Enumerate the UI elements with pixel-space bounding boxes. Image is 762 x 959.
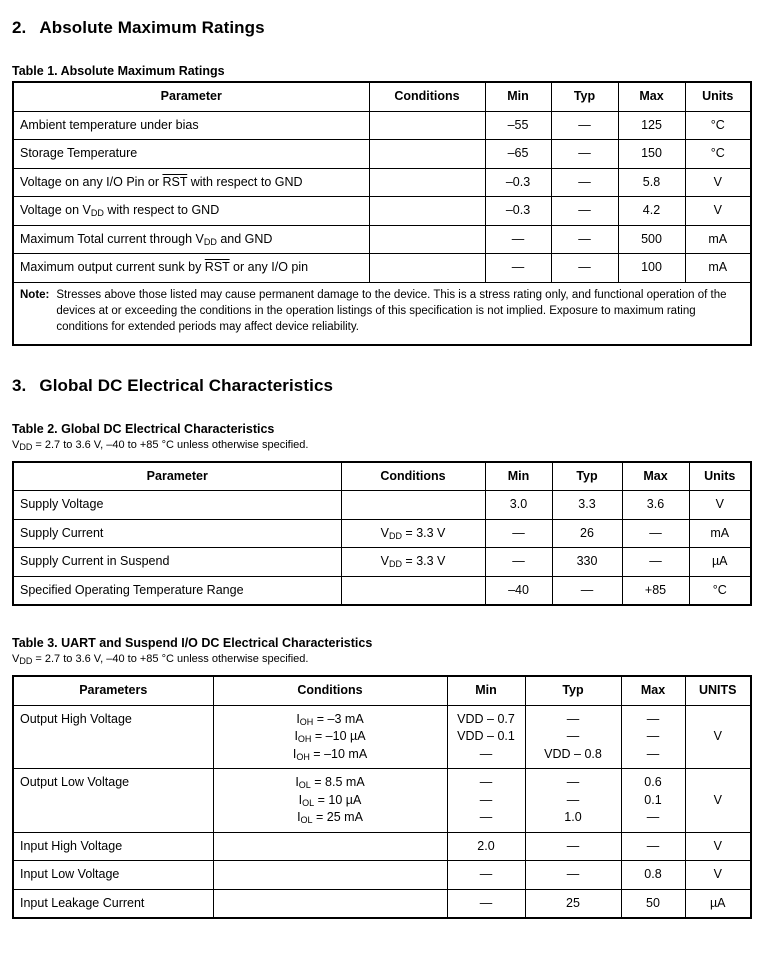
value-cell: $V_{DD} = 3.3$ V <box>341 519 485 548</box>
value-cell: mA <box>689 519 751 548</box>
table-row <box>13 832 751 861</box>
parameter-cell: Specified Operating Temperature Range <box>13 576 341 605</box>
value-cell: 5.8 <box>618 168 685 197</box>
value-cell: — <box>552 576 622 605</box>
value-cell: $I_{OH} = -3$ mA $I_{OH} = -10$ µA $I_{OH} = -10$ mA <box>213 705 447 769</box>
section-title: Absolute Maximum Ratings <box>39 18 265 37</box>
table-absolute-maximum-ratings <box>12 81 752 346</box>
parameter-cell: Supply Current <box>13 519 341 548</box>
value-cell: — <box>485 225 551 254</box>
table2-body <box>13 491 751 606</box>
value-cell: — <box>447 861 525 890</box>
note-row <box>13 282 751 345</box>
header-row <box>13 462 751 491</box>
value-cell: 0.8 <box>621 861 685 890</box>
value-cell: –65 <box>485 140 551 169</box>
column-header: Typ <box>551 82 618 111</box>
column-header: Units <box>685 82 751 111</box>
parameter-cell: Storage Temperature <box>13 140 369 169</box>
value-cell: — <box>622 548 689 577</box>
value-cell: –0.3 <box>485 197 551 226</box>
table-row <box>13 225 751 254</box>
table-row <box>13 861 751 890</box>
column-header: Min <box>485 82 551 111</box>
value-cell: 25 <box>525 889 621 918</box>
value-cell: — <box>525 861 621 890</box>
note-label: Note: <box>20 288 50 301</box>
value-cell: — <box>447 889 525 918</box>
value-cell: mA <box>685 225 751 254</box>
value-cell: — <box>485 254 551 283</box>
column-header: Parameters <box>13 676 213 705</box>
value-cell: °C <box>685 140 751 169</box>
parameter-cell: Voltage on any I/O Pin or $\overline{RST}$ with respect to GND <box>13 168 369 197</box>
value-cell: 4.2 <box>618 197 685 226</box>
value-cell: — <box>551 168 618 197</box>
section-number: 2. <box>12 18 27 37</box>
value-cell: — <box>551 140 618 169</box>
header-row <box>13 82 751 111</box>
table3-caption: Table 3. UART and Suspend I/O DC Electrical Characteristics <box>12 636 373 651</box>
table-row <box>13 254 751 283</box>
column-header: Parameter <box>13 462 341 491</box>
table-row <box>13 548 751 577</box>
parameter-cell: Input Leakage Current <box>13 889 213 918</box>
value-cell: — <box>551 111 618 140</box>
value-cell: V <box>685 168 751 197</box>
value-cell: –55 <box>485 111 551 140</box>
parameter-cell: Maximum Total current through $V_{DD}$ and GND <box>13 225 369 254</box>
parameter-cell: Voltage on $V_{DD}$ with respect to GND <box>13 197 369 226</box>
value-cell: °C <box>685 111 751 140</box>
column-header: Typ <box>552 462 622 491</box>
table1-caption: Table 1. Absolute Maximum Ratings <box>12 64 225 78</box>
section-number: 3. <box>12 375 27 395</box>
value-cell: –0.3 <box>485 168 551 197</box>
value-cell <box>369 254 485 283</box>
table2-head <box>13 462 751 491</box>
table3-head <box>13 676 751 705</box>
value-cell <box>213 861 447 890</box>
value-cell: — — VDD – 0.8 <box>525 705 621 769</box>
value-cell: — — — <box>621 705 685 769</box>
table-row <box>13 576 751 605</box>
parameter-cell: Supply Voltage <box>13 491 341 520</box>
table-row <box>13 111 751 140</box>
parameter-cell: Input Low Voltage <box>13 861 213 890</box>
value-cell: — <box>525 832 621 861</box>
column-header: Max <box>622 462 689 491</box>
table-row <box>13 168 751 197</box>
column-header: Max <box>618 82 685 111</box>
value-cell: 3.0 <box>485 491 552 520</box>
value-cell <box>369 225 485 254</box>
table-row <box>13 197 751 226</box>
value-cell <box>369 168 485 197</box>
value-cell: V <box>685 769 751 833</box>
value-cell <box>213 889 447 918</box>
column-header: Max <box>621 676 685 705</box>
table-row <box>13 140 751 169</box>
table-row <box>13 769 751 833</box>
table-row <box>13 889 751 918</box>
value-cell: — — 1.0 <box>525 769 621 833</box>
table-row <box>13 491 751 520</box>
table-row <box>13 519 751 548</box>
value-cell <box>369 140 485 169</box>
value-cell: 3.6 <box>622 491 689 520</box>
value-cell: 100 <box>618 254 685 283</box>
value-cell: $V_{DD} = 3.3$ V <box>341 548 485 577</box>
column-header: Units <box>689 462 751 491</box>
column-header: Conditions <box>213 676 447 705</box>
value-cell: –40 <box>485 576 552 605</box>
value-cell: 26 <box>552 519 622 548</box>
note-cell <box>13 282 751 345</box>
value-cell <box>369 197 485 226</box>
value-cell: V <box>689 491 751 520</box>
parameter-cell: Output Low Voltage <box>13 769 213 833</box>
parameter-cell: Output High Voltage <box>13 705 213 769</box>
value-cell: — <box>551 254 618 283</box>
value-cell: °C <box>689 576 751 605</box>
value-cell: V <box>685 197 751 226</box>
value-cell: — <box>485 548 552 577</box>
header-row <box>13 676 751 705</box>
parameter-cell: Maximum output current sunk by $\overline{RST}$ or any I/O pin <box>13 254 369 283</box>
column-header: Min <box>485 462 552 491</box>
value-cell: — <box>551 225 618 254</box>
value-cell: 2.0 <box>447 832 525 861</box>
column-header: Conditions <box>369 82 485 111</box>
table1-body <box>13 111 751 345</box>
value-cell <box>341 576 485 605</box>
column-header: Min <box>447 676 525 705</box>
note-text: Stresses above those listed may cause permanent damage to the device. This is a stress rating only, and functional operation of the devices at or exceeding the conditions in the operation listings of this specification is not implied. Exposure to maximum rating conditions for extended periods may affect device reliability. <box>56 288 727 333</box>
value-cell: — <box>621 832 685 861</box>
value-cell: 150 <box>618 140 685 169</box>
column-header: UNITS <box>685 676 751 705</box>
value-cell: — <box>551 197 618 226</box>
value-cell: 125 <box>618 111 685 140</box>
value-cell: µA <box>689 548 751 577</box>
value-cell: $I_{OL} = 8.5$ mA $I_{OL} = 10$ µA $I_{OL} = 25$ mA <box>213 769 447 833</box>
value-cell: VDD – 0.7 VDD – 0.1 — <box>447 705 525 769</box>
value-cell: 500 <box>618 225 685 254</box>
column-header: Conditions <box>341 462 485 491</box>
table2-conditions-note: $V_{DD} = 2.7$ to 3.6 V, –40 to +85 °C unless otherwise specified. <box>12 438 309 452</box>
value-cell: V <box>685 705 751 769</box>
value-cell: — <box>485 519 552 548</box>
table3-body <box>13 705 751 918</box>
column-header: Parameter <box>13 82 369 111</box>
value-cell <box>369 111 485 140</box>
table-uart-suspend-io-dc-characteristics <box>12 675 752 919</box>
value-cell: µA <box>685 889 751 918</box>
value-cell: mA <box>685 254 751 283</box>
column-header: Typ <box>525 676 621 705</box>
table1-head <box>13 82 751 111</box>
value-cell: V <box>685 832 751 861</box>
value-cell: — — — <box>447 769 525 833</box>
value-cell: 3.3 <box>552 491 622 520</box>
table-row <box>13 705 751 769</box>
value-cell <box>341 491 485 520</box>
value-cell <box>213 832 447 861</box>
value-cell: 50 <box>621 889 685 918</box>
parameter-cell: Ambient temperature under bias <box>13 111 369 140</box>
parameter-cell: Supply Current in Suspend <box>13 548 341 577</box>
section-heading-absolute-maximum-ratings <box>12 18 750 38</box>
value-cell: — <box>622 519 689 548</box>
value-cell: 330 <box>552 548 622 577</box>
section-heading-global-dc-characteristics <box>12 376 750 396</box>
table-global-dc-characteristics <box>12 461 752 607</box>
section-title: Global DC Electrical Characteristics <box>39 375 334 395</box>
value-cell: +85 <box>622 576 689 605</box>
parameter-cell: Input High Voltage <box>13 832 213 861</box>
table3-conditions-note: $V_{DD} = 2.7$ to 3.6 V, –40 to +85 °C unless otherwise specified. <box>12 653 309 667</box>
table2-caption: Table 2. Global DC Electrical Characteristics <box>12 421 275 436</box>
value-cell: 0.6 0.1 — <box>621 769 685 833</box>
value-cell: V <box>685 861 751 890</box>
